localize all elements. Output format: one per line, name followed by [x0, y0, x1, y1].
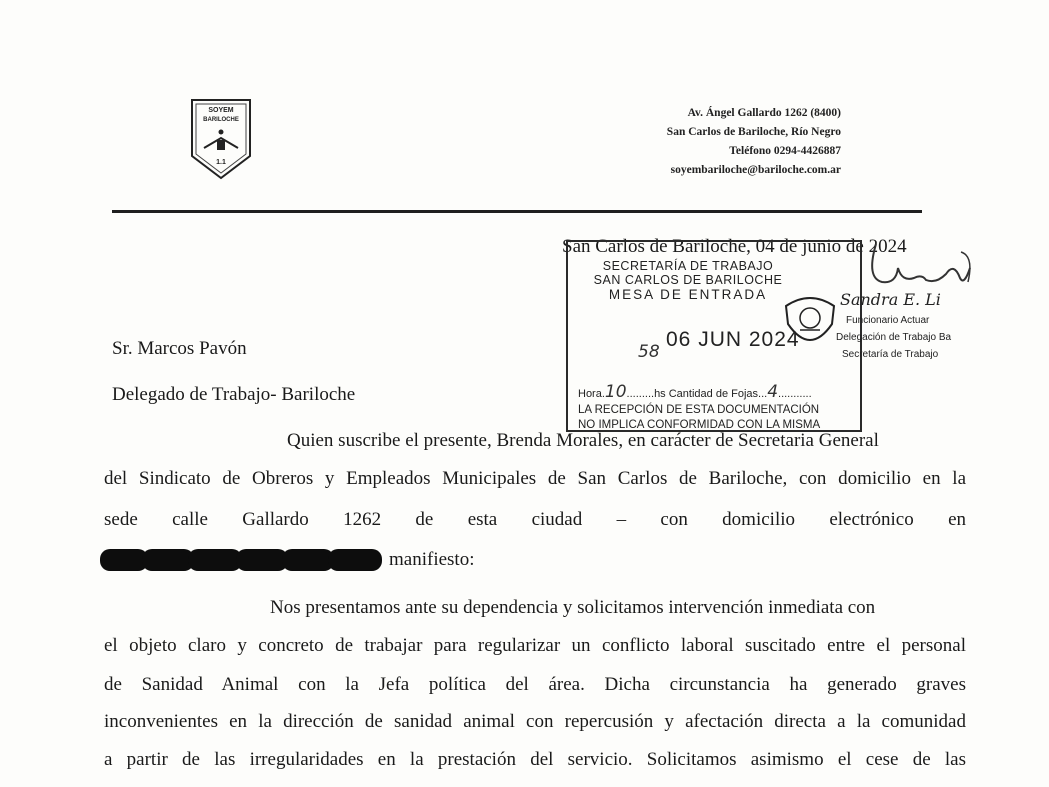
- stamp-hora-value: 10: [604, 382, 627, 402]
- stamp-note-2: NO IMPLICA CONFORMIDAD CON LA MISMA: [578, 419, 821, 431]
- stamp-hs-label: hs Cantidad de Fojas: [654, 388, 759, 400]
- logo-text-mid: BARILOCHE: [203, 117, 239, 123]
- date-line: San Carlos de Bariloche, 04 de junio de 2024: [562, 236, 907, 257]
- logo-text-bottom: 1.1: [216, 159, 226, 166]
- official-signature: [836, 238, 976, 368]
- stamp-note-1: LA RECEPCIÓN DE ESTA DOCUMENTACIÓN: [578, 404, 820, 416]
- redacted-email: [100, 549, 382, 571]
- signature-scribble-icon: [836, 238, 976, 294]
- stamp-handwritten-number: 58: [638, 342, 660, 362]
- address-phone: Teléfono 0294-4426887: [729, 145, 841, 157]
- logo-text-top: SOYEM: [208, 107, 234, 114]
- reception-stamp: [566, 240, 862, 432]
- stamp-office: SECRETARÍA DE TRABAJO: [602, 259, 774, 273]
- signature-name: Sandra E. Li: [840, 290, 941, 309]
- body-p1-line3: sede calle Gallardo 1262 de esta ciudad – con domicilio electrónico en: [104, 509, 966, 530]
- stamp-desk: MESA DE ENTRADA: [608, 287, 768, 302]
- signature-title-3: Secretaría de Trabajo: [842, 349, 939, 360]
- signature-title-2: Delegación de Trabajo Ba: [836, 332, 952, 343]
- body-p1-line2: del Sindicato de Obreros y Empleados Municipales de San Carlos de Bariloche, con domicilio en la: [104, 468, 966, 489]
- stamp-hora-row: Hora.10.........hs Cantidad de Fojas...4...........: [578, 382, 812, 402]
- recipient-name: Sr. Marcos Pavón: [112, 338, 247, 359]
- stamp-fojas-value: 4: [767, 382, 779, 402]
- body-p2-line2: el objeto claro y concreto de trabajar para regularizar un conflicto laboral suscitado entre el personal: [104, 635, 966, 656]
- body-p2-line5: a partir de las irregularidades en la prestación del servicio. Solicitamos asimismo el cese de las: [104, 749, 966, 770]
- address-email: soyembariloche@bariloche.com.ar: [670, 164, 841, 176]
- signature-title-1: Funcionario Actuar: [846, 315, 930, 326]
- address-street: Av. Ángel Gallardo 1262 (8400): [687, 107, 841, 119]
- recipient-title: Delegado de Trabajo- Bariloche: [112, 384, 356, 405]
- body-p2-line3: de Sanidad Animal con la Jefa política del área. Dicha circunstancia ha generado graves: [104, 674, 966, 695]
- body-p2-line4: inconvenientes en la dirección de sanidad animal con repercusión y afectación directa a la comunidad: [104, 711, 966, 732]
- stamp-city: SAN CARLOS DE BARILOCHE: [593, 273, 783, 287]
- body-p1-line4: manifiesto:: [389, 549, 475, 570]
- stamp-date: 06 JUN 2024: [666, 328, 800, 351]
- union-logo: [190, 98, 252, 180]
- header-divider: [112, 210, 922, 213]
- body-p1-line1: Quien suscribe el presente, Brenda Morales, en carácter de Secretaria General: [287, 430, 879, 451]
- letterhead-address: [667, 104, 841, 180]
- stamp-hora-label: Hora: [578, 388, 602, 400]
- address-city: San Carlos de Bariloche, Río Negro: [666, 126, 841, 138]
- body-p2-line1: Nos presentamos ante su dependencia y solicitamos intervención inmediata con: [270, 597, 876, 618]
